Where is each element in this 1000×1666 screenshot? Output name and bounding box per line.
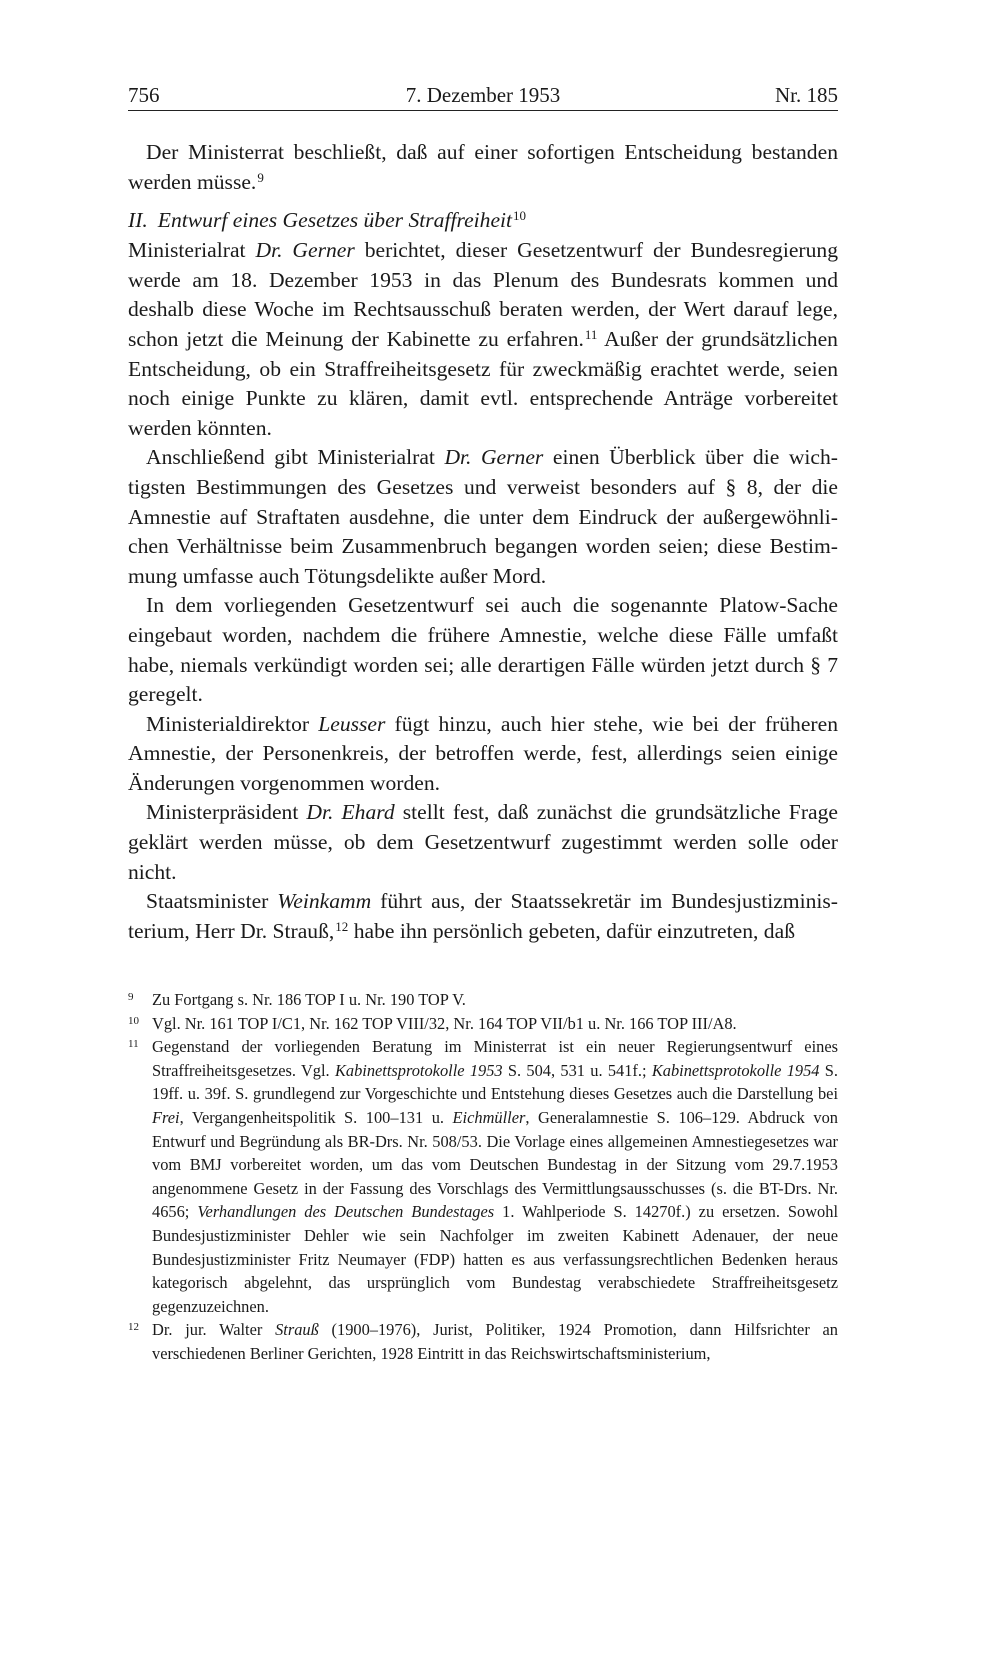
speaker-name: Dr. Gerner <box>444 445 544 470</box>
paragraph-ehard: Ministerpräsident Dr. Ehard stellt fest, daß zunächst die grundsätzliche Frage geklärt werden müsse, ob dem Gesetzentwurf zugestimmt werden solle oder nicht. <box>128 800 838 884</box>
footnote-ref-12[interactable]: 12 <box>335 918 349 934</box>
page-number: 756 <box>128 83 160 107</box>
speaker-name: Dr. Gerner <box>255 238 355 263</box>
speaker-name: Leusser <box>318 711 386 736</box>
document-number: Nr. 185 <box>775 83 838 107</box>
footnote-number: 9 <box>128 991 134 1003</box>
footnote-ref-9[interactable]: 9 <box>257 169 264 185</box>
footnote-number: 12 <box>128 1321 139 1334</box>
paragraph-gerner-overview: Anschließend gibt Ministerialrat Dr. Gerner einen Überblick über die wichtigsten Bestimmungen des Gesetzes und verweist besonders auf § 8, der die Amnestie auf Straftaten ausdehne, die unter dem Eindruck der außergewöhnlichen Verhältnisse beim Zusammenbruch begangen worden seien; diese Bestimmung umfasse auch Tötungsdelikte außer Mord. <box>128 445 838 588</box>
paragraph-platow: In dem vorliegenden Gesetzentwurf sei auch die sogenannte Platow-Sache eingebaut worden, nachdem die frühere Amnestie, welche diese Fälle umfaßt habe, niemals verkündigt worden sei; alle derartigen Fälle würden jetzt durch § 7 geregelt. <box>128 593 838 707</box>
footnote-12: 12 Dr. jur. Walter Strauß (1900–1976), Jurist, Politiker, 1924 Promotion, dann Hilfsrichter an verschiedenen Berliner Gerichten, 1928 Eintritt in das Reichswirtschaftsministerium, <box>128 1320 838 1363</box>
footnote-9: 9 Zu Fortgang s. Nr. 186 TOP I u. Nr. 190 TOP V. <box>128 990 466 1009</box>
main-text <box>128 138 838 946</box>
paragraph-gerner-report: Ministerialrat Dr. Gerner berichtet, dieser Gesetzentwurf der Bundesregierung werde am 18. Dezember 1953 in das Plenum des Bundesrats kommen und deshalb diese Woche im Rechtsausschuß beraten werden, der Wert darauf lege, schon jetzt die Meinung der Kabinette zu erfahren.$^{11}$ Außer der grundsätzlichen Entscheidung, ob ein Straffreiheitsgesetz für zweckmäßig erachtet werde, seien noch einige Punkte zu klären, damit evtl. entsprechende Anträge vorbereitet werden könnten. <box>128 238 838 440</box>
footnote-ref-11[interactable]: 11 <box>584 326 598 342</box>
footnote-11: 11 Gegenstand der vorliegenden Beratung im Ministerrat ist ein neuer Regierungsentwurf eines Straffreiheitsgesetzes. Vgl. Kabinettsprotokolle 1953 S. 504, 531 u. 541f.; Kabinettsprotokolle 1954 S. 19ff. u. 39f. S. grundlegend zur Vorgeschichte und Entstehung dieses Gesetzes auch die Darstellung bei Frei, Vergangenheitspolitik S. 100–131 u. Eichmüller, Generalamnestie S. 106–129. Abdruck von Entwurf und Begründung als BR-Drs. Nr. 508/53. Die Vorlage eines allgemeinen Amnestiegesetzes war vom BMJ vorbereitet worden, um das vom Deutschen Bundestag in der Sitzung vom 29.7.1953 angenommene Gesetz in der Fassung des Vorschlags des Vermittlungsausschusses (s. die BT-Drs. Nr. 4656; Verhandlungen des Deutschen Bundestages 1. Wahlperiode S. 14270f.) zu ersetzen. Sowohl Bundesjustizminister Dehler wie sein Nachfolger im zweiten Kabinett Adenauer, der neue Bundesjustizminister Fritz Neumayer (FDP) hatten es aus verfassungsrechtlichen Bedenken heraus kategorisch abgelehnt, das ursprünglich vom Bundestag verabschiedete Straffreiheitsgesetz gegenzuzeichnen. <box>128 1037 838 1316</box>
paragraph-weinkamm: Staatsminister Weinkamm führt aus, der Staatssekretär im Bundesjustizministerium, Herr Dr. Strauß,$^{12}$ habe ihn persönlich gebeten, dafür einzutreten, daß <box>128 889 838 943</box>
speaker-name: Weinkamm <box>277 889 372 914</box>
header-date: 7. Dezember 1953 <box>405 83 561 107</box>
footnote-number: 11 <box>128 1038 139 1051</box>
footnote-number: 10 <box>128 1014 139 1027</box>
speaker-name: Dr. Ehard <box>306 800 395 825</box>
paragraph-leusser: Ministerialdirektor Leusser fügt hinzu, auch hier stehe, wie bei der früheren Amnestie, der Personenkreis, der betroffen werde, fest, allerdings seien einige Änderungen vorgenommen worden. <box>128 711 838 795</box>
paragraph-resolution: Der Ministerrat beschließt, daß auf einer sofortigen Entscheidung bestanden werden müsse.$^9$ <box>128 140 838 194</box>
footnotes <box>128 988 838 1366</box>
section-number: II. <box>128 208 148 233</box>
footnote-ref-10[interactable]: 10 <box>513 208 527 224</box>
section-heading <box>128 204 838 236</box>
running-header <box>128 80 838 111</box>
section-title: Entwurf eines Gesetzes über Straffreiheit <box>157 208 513 233</box>
footnote-10: 10 Vgl. Nr. 161 TOP I/C1, Nr. 162 TOP VIII/32, Nr. 164 TOP VII/b1 u. Nr. 166 TOP III/A8. <box>128 1013 737 1033</box>
